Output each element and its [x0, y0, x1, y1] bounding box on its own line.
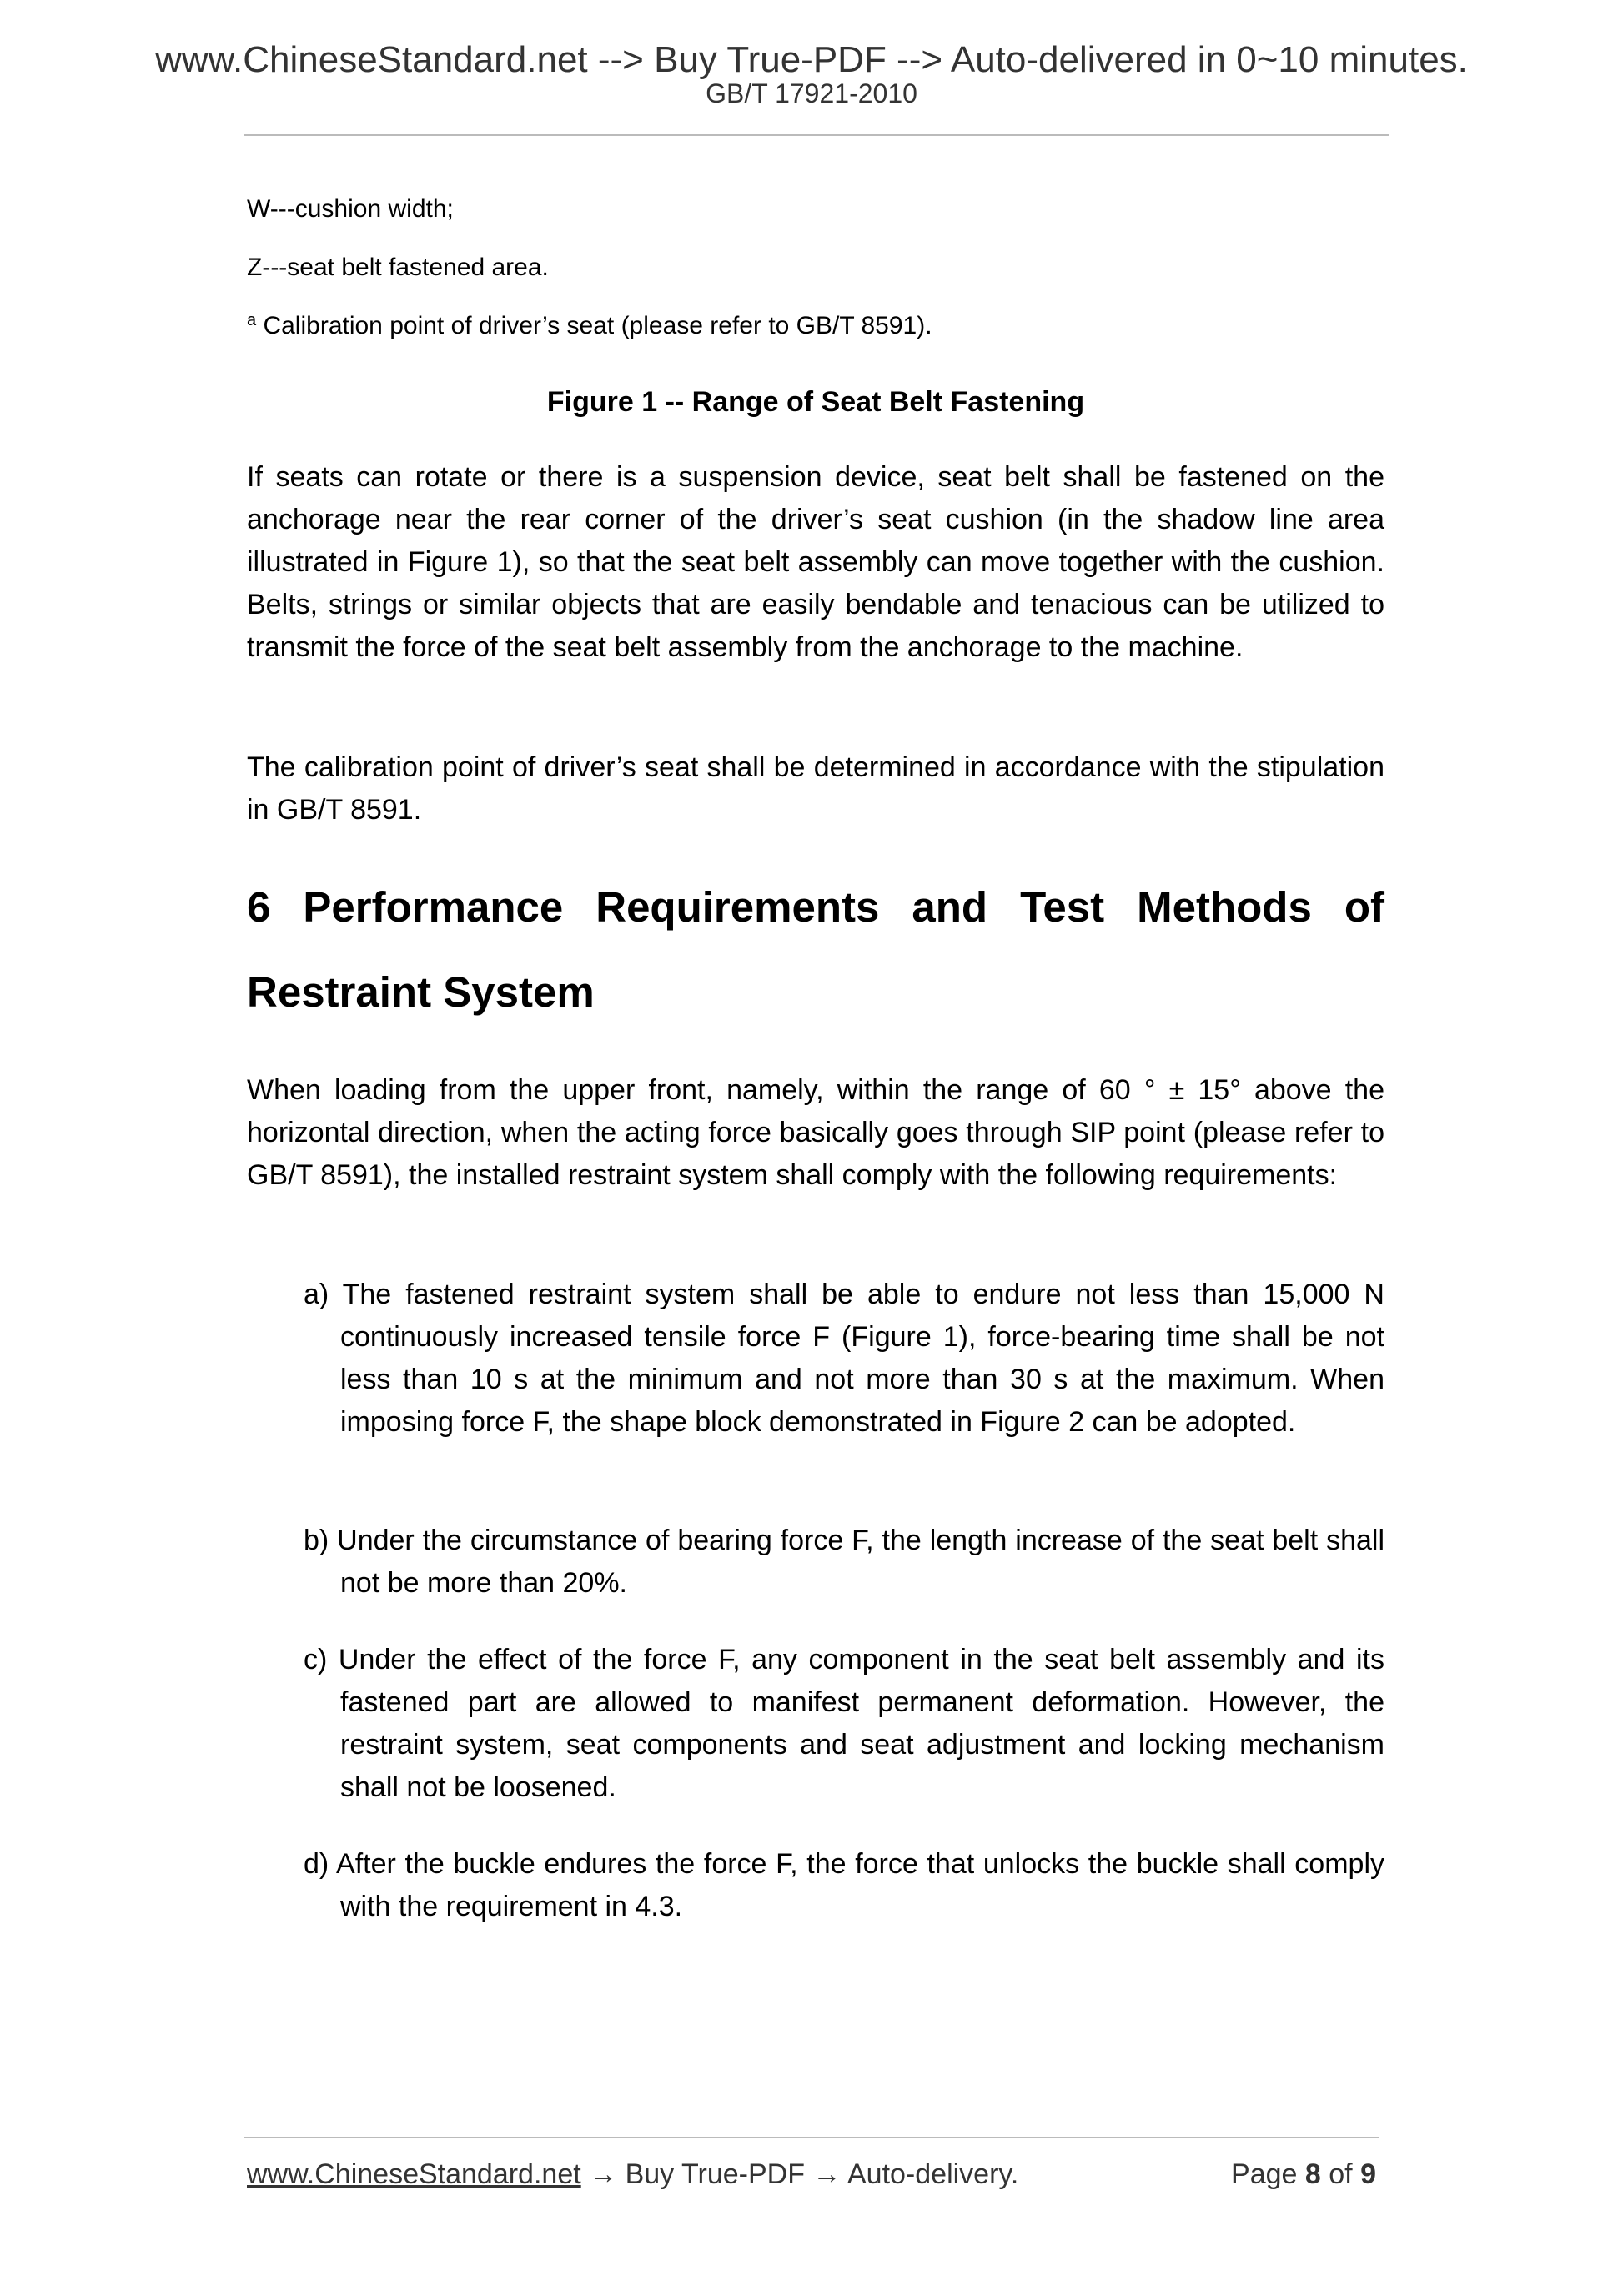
- total-pages: 9: [1360, 2158, 1376, 2190]
- requirement-item-c: c) Under the effect of the force F, any component in the seat belt assembly and its fastened part are allowed to manifest permanent deformation. However, the restraint system, seat components and seat adjustment and locking mechanism shall not be loosened.: [304, 1644, 1384, 1803]
- section-intro: When loading from the upper front, namely, within the range of 60 ° ± 15° above the horizontal direction, when the acting force basically goes through SIP point (please refer to GB/T 8591), the installed restraint system shall comply with the following requirements:: [247, 1074, 1384, 1191]
- footer-divider: [244, 2137, 1379, 2138]
- legend-w: W---cushion width;: [247, 195, 454, 223]
- footer-left: [247, 2160, 1018, 2188]
- legend-note: [247, 311, 932, 339]
- paragraph-seat-rotation: If seats can rotate or there is a suspension device, seat belt shall be fastened on the anchorage near the rear corner of the driver’s seat cushion (in the shadow line area illustrated in Figure 1), so that the seat belt assembly can move together with the cushion. Belts, strings or similar objects that are easily bendable and tenacious can be utilized to transmit the force of the seat belt assembly from the anchorage to the machine.: [247, 461, 1384, 663]
- footer-tagline: → Buy True-PDF → Auto-delivery.: [580, 2158, 1019, 2190]
- requirement-item-d: d) After the buckle endures the force F, the force that unlocks the buckle shall comply with the requirement in 4.3.: [304, 1848, 1384, 1922]
- section-heading: 6 Performance Requirements and Test Methods of Restraint System: [247, 883, 1384, 1016]
- footer-link[interactable]: www.ChineseStandard.net: [247, 2158, 581, 2190]
- figure-caption: Figure 1 -- Range of Seat Belt Fastening: [546, 386, 1085, 418]
- page-number: [1231, 2160, 1376, 2188]
- requirement-item-a: a) The fastened restraint system shall be able to endure not less than 15,000 N continuously increased tensile force F (Figure 1), force-bearing time shall be not less than 10 s at the minimum and not more than 30 s at the maximum. When imposing force F, the shape block demonstrated in Figure 2 can be adopted.: [304, 1279, 1384, 1438]
- page-label: Page: [1231, 2158, 1298, 2190]
- note-mark: a: [247, 311, 257, 329]
- document-id: GB/T 17921-2010: [706, 78, 917, 108]
- current-page: 8: [1304, 2158, 1321, 2190]
- header-divider: [244, 134, 1389, 136]
- paragraph-calibration-point: The calibration point of driver’s seat shall be determined in accordance with the stipulation in GB/T 8591.: [247, 751, 1384, 826]
- requirement-item-b: b) Under the circumstance of bearing force F, the length increase of the seat belt shall not be more than 20%.: [304, 1525, 1384, 1599]
- legend-z: Z---seat belt fastened area.: [247, 254, 549, 281]
- top-banner: www.ChineseStandard.net --> Buy True-PDF --> Auto-delivered in 0~10 minutes.: [155, 39, 1468, 80]
- note-text: Calibration point of driver’s seat (please refer to GB/T 8591).: [256, 312, 932, 339]
- of-label: of: [1329, 2158, 1353, 2190]
